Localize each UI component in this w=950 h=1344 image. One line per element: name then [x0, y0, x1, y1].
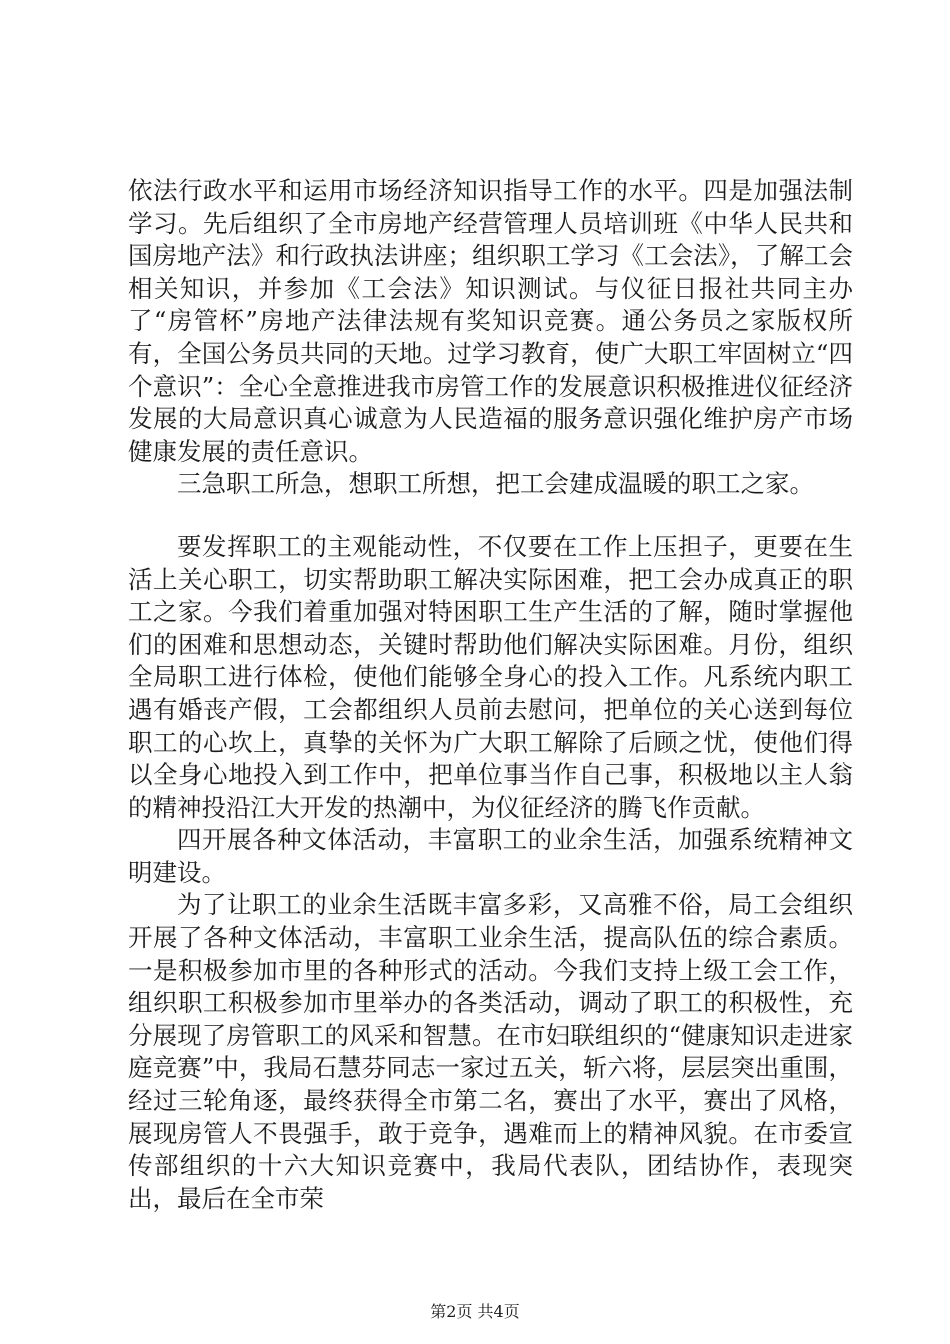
page-number-footer: 第2页 共4页 [430, 1302, 520, 1321]
heading-section-four: 四开展各种文体活动，丰富职工的业余生活，加强系统精神文明建设。 [128, 825, 853, 887]
paragraph-staff-care: 要发挥职工的主观能动性，不仅要在工作上压担子，更要在生活上关心职工，切实帮助职工解决实际困难，把工会办成真正的职工之家。今我们着重加强对特困职工生产生活的了解，随时掌握他们的困难和思想动态，关键时帮助他们解决实际困难。月份，组织全局职工进行体检，使他们能够全身心的投入工作。凡系统内职工遇有婚丧产假，工会都组织人员前去慰问，把单位的关心送到每位职工的心坎上，真挚的关怀为广大职工解除了后顾之忧，使他们得以全身心地投入到工作中，把单位事当作自己事，积极地以主人翁的精神投沿江大开发的热潮中，为仪征经济的腾飞作贡献。 [128, 531, 853, 822]
paragraph-cultural-activities: 为了让职工的业余生活既丰富多彩，又高雅不俗，局工会组织开展了各种文体活动，丰富职工业余生活，提高队伍的综合素质。一是积极参加市里的各种形式的活动。今我们支持上级工会工作，组织职工积极参加市里举办的各类活动，调动了职工的积极性，充分展现了房管职工的风采和智慧。在市妇联组织的“健康知识走进家庭竞赛”中，我局石慧芬同志一家过五关，斩六将，层层突出重围，经过三轮角逐，最终获得全市第二名，赛出了水平，赛出了风格，展现房管人不畏强手，敢于竞争，遇难而上的精神风貌。在市委宣传部组织的十六大知识竞赛中，我局代表队，团结协作，表现突出，最后在全市荣 [128, 890, 853, 1213]
paragraph-spacer [128, 501, 853, 531]
paragraph-legal-study: 依法行政水平和运用市场经济知识指导工作的水平。四是加强法制学习。先后组织了全市房地产经营管理人员培训班《中华人民共和国房地产法》和行政执法讲座；组织职工学习《工会法》，了解工会相关知识，并参加《工会法》知识测试。与仪征日报社共同主办了“房管杯”房地产法律法规有奖知识竞赛。通公务员之家版权所有，全国公务员共同的天地。过学习教育，使广大职工牢固树立“四个意识”：全心全意推进我市房管工作的发展意识积极推进仪征经济发展的大局意识真心诚意为人民造福的服务意识强化维护房产市场健康发展的责任意识。 [128, 176, 853, 466]
document-body [128, 175, 853, 1215]
heading-section-three: 三急职工所急，想职工所想，把工会建成温暖的职工之家。 [177, 469, 814, 499]
